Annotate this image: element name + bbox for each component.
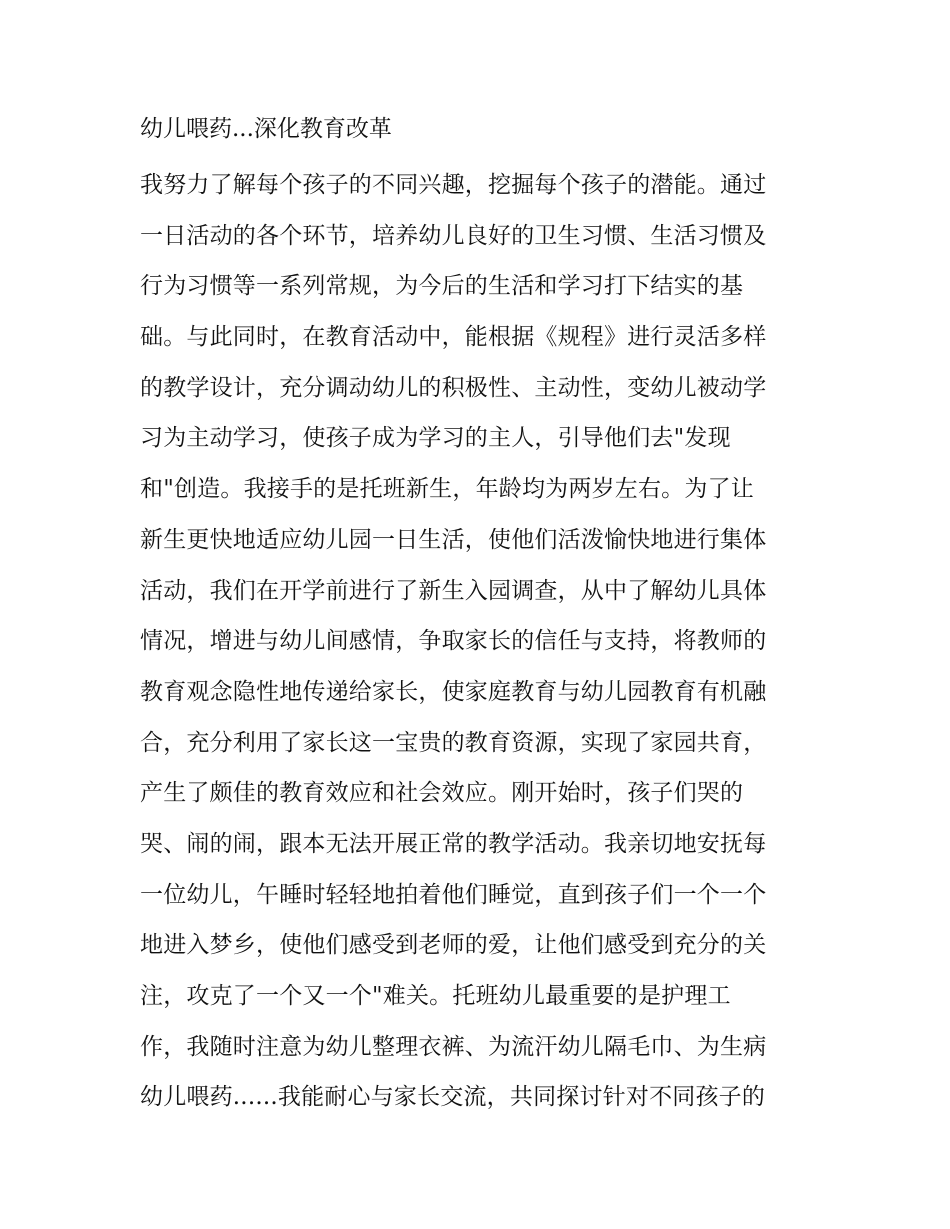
text-line: 幼儿喂药......我能耐心与家长交流，共同探讨针对不同孩子的 (140, 1084, 766, 1111)
text-line: 一日活动的各个环节，培养幼儿良好的卫生习惯、生活习惯及 (140, 222, 767, 249)
text-line: 新生更快地适应幼儿园一日生活，使他们活泼愉快地进行集体 (140, 526, 767, 553)
text-line: 的教学设计，充分调动幼儿的积极性、主动性，变幼儿被动学 (140, 374, 767, 401)
text-line: 哭、闹的闹，跟本无法开展正常的教学活动。我亲切地安抚每 (140, 830, 767, 857)
text-line: 础。与此同时，在教育活动中，能根据《规程》进行灵活多样 (140, 324, 767, 351)
text-line: 注，攻克了一个又一个"难关。托班幼儿最重要的是护理工 (140, 983, 731, 1009)
text-line: 和"创造。我接手的是托班新生，年龄均为两岁左右。为了让 (140, 476, 754, 503)
text-line: 我努力了解每个孩子的不同兴趣，挖掘每个孩子的潜能。通过 (140, 172, 767, 198)
text-line: 地进入梦乡，使他们感受到老师的爱，让他们感受到充分的关 (140, 932, 767, 959)
text-line: 活动，我们在开学前进行了新生入园调查，从中了解幼儿具体 (140, 577, 767, 604)
text-line: 作，我随时注意为幼儿整理衣裤、为流汗幼儿隔毛巾、为生病 (140, 1033, 767, 1060)
text-line: 习为主动学习，使孩子成为学习的主人，引导他们去"发现 (140, 425, 731, 452)
text-line: 行为习惯等一系列常规，为今后的生活和学习打下结实的基 (140, 273, 744, 300)
text-line: 产生了颇佳的教育效应和社会效应。刚开始时，孩子们哭的 (140, 780, 744, 807)
text-line: 一位幼儿，午睡时轻轻地拍着他们睡觉，直到孩子们一个一个 (140, 881, 767, 908)
document-body (140, 160, 820, 1123)
text-line: 合，充分利用了家长这一宝贵的教育资源，实现了家园共育， (140, 729, 767, 756)
text-line: 教育观念隐性地传递给家长，使家庭教育与幼儿园教育有机融 (140, 678, 767, 705)
document-title: 幼儿喂药...深化教育改革 (140, 116, 392, 142)
text-line: 情况，增进与幼儿间感情，争取家长的信任与支持，将教师的 (140, 628, 767, 655)
